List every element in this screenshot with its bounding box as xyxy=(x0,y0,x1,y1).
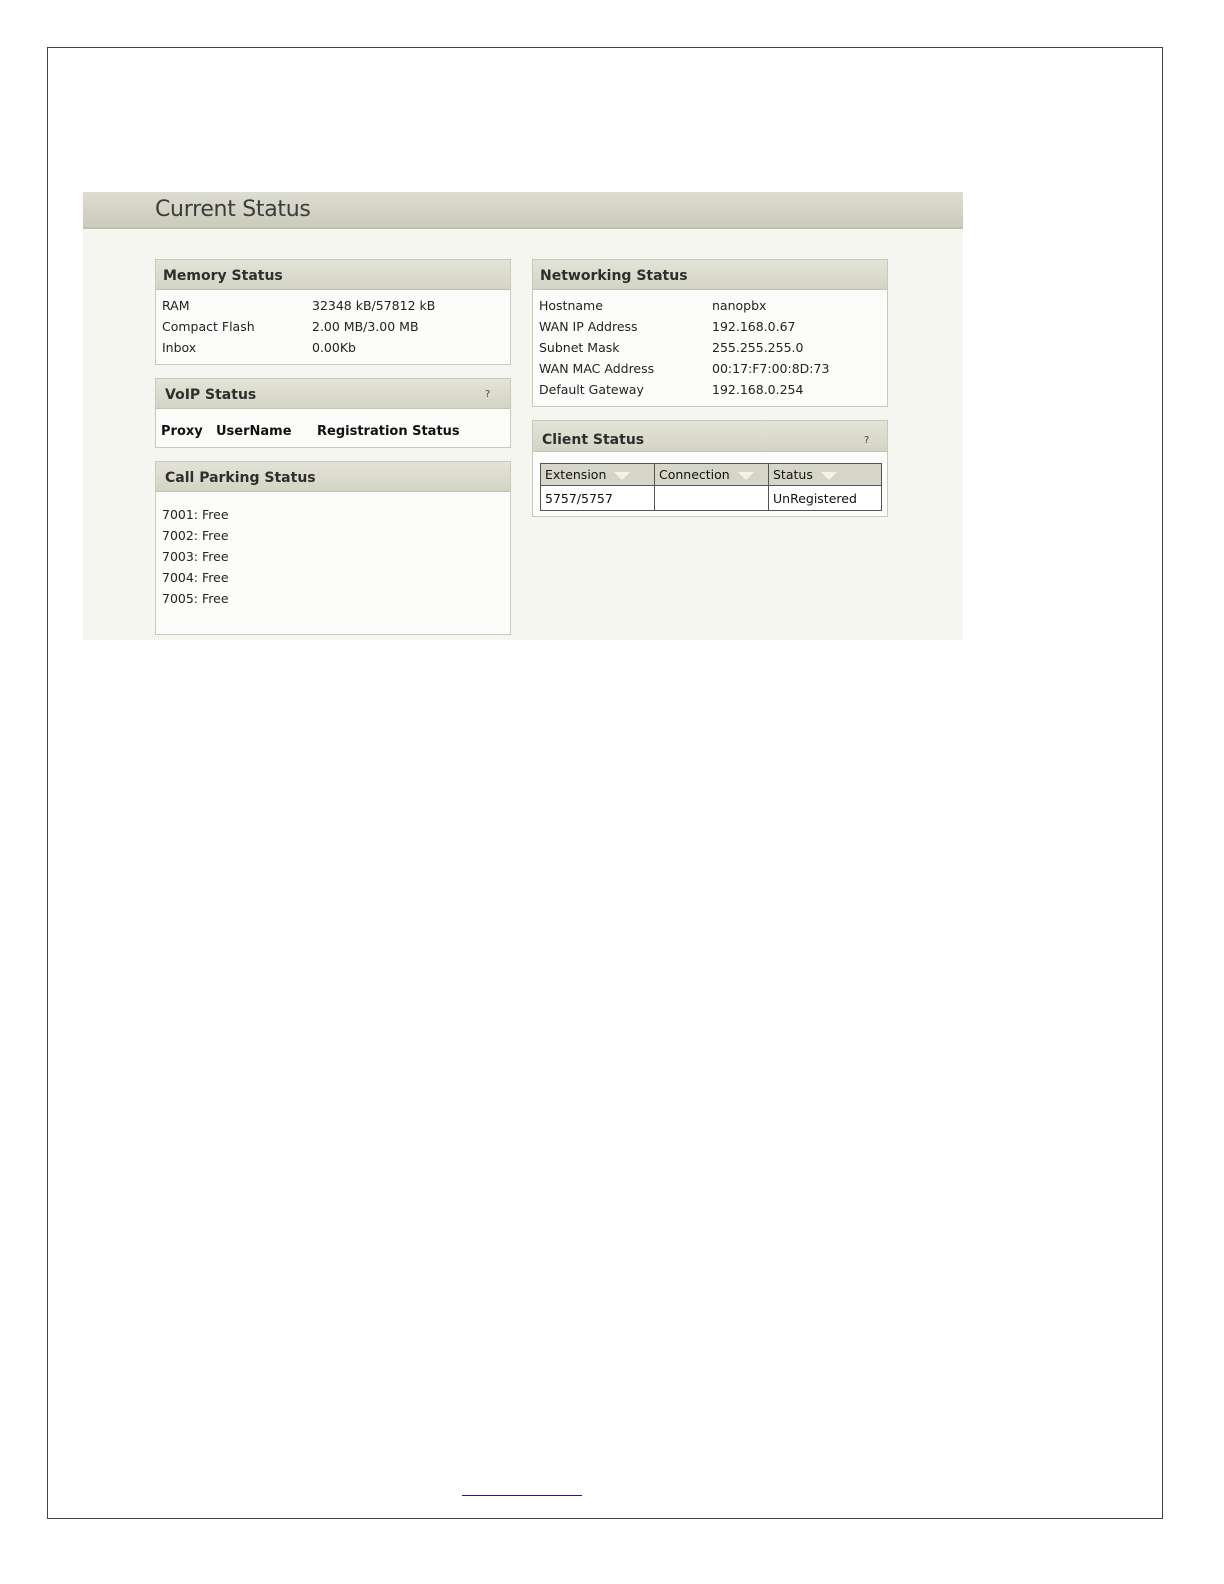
row-value: 0.00Kb xyxy=(312,340,356,355)
parking-slot: 7001: Free xyxy=(162,507,229,522)
row-label: Inbox xyxy=(162,340,197,355)
voip-status-panel xyxy=(155,378,511,448)
column-label: Extension xyxy=(545,467,607,482)
cell-status: UnRegistered xyxy=(769,486,882,511)
table-header-row xyxy=(541,464,882,486)
page-header xyxy=(83,192,963,229)
help-icon[interactable]: ? xyxy=(485,389,491,400)
panel-header xyxy=(156,379,510,409)
memory-status-panel xyxy=(155,259,511,365)
row-value: 192.168.0.254 xyxy=(712,382,804,397)
networking-status-panel xyxy=(532,259,888,407)
help-icon[interactable]: ? xyxy=(864,435,870,446)
column-header-extension[interactable] xyxy=(541,464,655,486)
panel-title: Memory Status xyxy=(163,268,283,284)
row-value: 255.255.255.0 xyxy=(712,340,804,355)
panel-header xyxy=(533,421,887,452)
column-label: Connection xyxy=(659,467,730,482)
sort-icon[interactable] xyxy=(614,472,630,480)
row-label: Hostname xyxy=(539,298,603,313)
parking-slot: 7002: Free xyxy=(162,528,229,543)
row-value: nanopbx xyxy=(712,298,767,313)
row-label: WAN IP Address xyxy=(539,319,638,334)
row-label: Default Gateway xyxy=(539,382,644,397)
client-status-panel xyxy=(532,420,888,517)
panel-title: Call Parking Status xyxy=(165,470,316,486)
row-label: RAM xyxy=(162,298,190,313)
voip-column-proxy: Proxy xyxy=(161,424,203,439)
row-value: 32348 kB/57812 kB xyxy=(312,298,436,313)
panel-title: Client Status xyxy=(542,432,645,448)
column-label: Status xyxy=(773,467,813,482)
row-value: 00:17:F7:00:8D:73 xyxy=(712,361,830,376)
sort-icon[interactable] xyxy=(821,472,837,480)
status-page xyxy=(83,192,963,640)
panel-header xyxy=(156,260,510,290)
cell-extension: 5757/5757 xyxy=(541,486,655,511)
page-title: Current Status xyxy=(155,197,311,222)
panel-title: Networking Status xyxy=(540,268,688,284)
panel-title: VoIP Status xyxy=(165,387,257,403)
row-label: WAN MAC Address xyxy=(539,361,655,376)
column-header-status[interactable] xyxy=(769,464,882,486)
parking-slot: 7003: Free xyxy=(162,549,229,564)
client-status-table xyxy=(540,463,882,511)
parking-slot: 7005: Free xyxy=(162,591,229,606)
row-label: Subnet Mask xyxy=(539,340,620,355)
column-header-connection[interactable] xyxy=(655,464,769,486)
sort-icon[interactable] xyxy=(738,472,754,480)
row-value: 192.168.0.67 xyxy=(712,319,796,334)
table-row xyxy=(541,486,882,511)
voip-column-registration-status: Registration Status xyxy=(317,424,460,439)
call-parking-status-panel xyxy=(155,461,511,635)
voip-column-username: UserName xyxy=(216,424,292,439)
footer-link[interactable] xyxy=(462,1485,582,1496)
cell-connection xyxy=(655,486,769,511)
panel-header xyxy=(156,462,510,492)
parking-slot: 7004: Free xyxy=(162,570,229,585)
row-label: Compact Flash xyxy=(162,319,255,334)
panel-header xyxy=(533,260,887,290)
row-value: 2.00 MB/3.00 MB xyxy=(312,319,419,334)
